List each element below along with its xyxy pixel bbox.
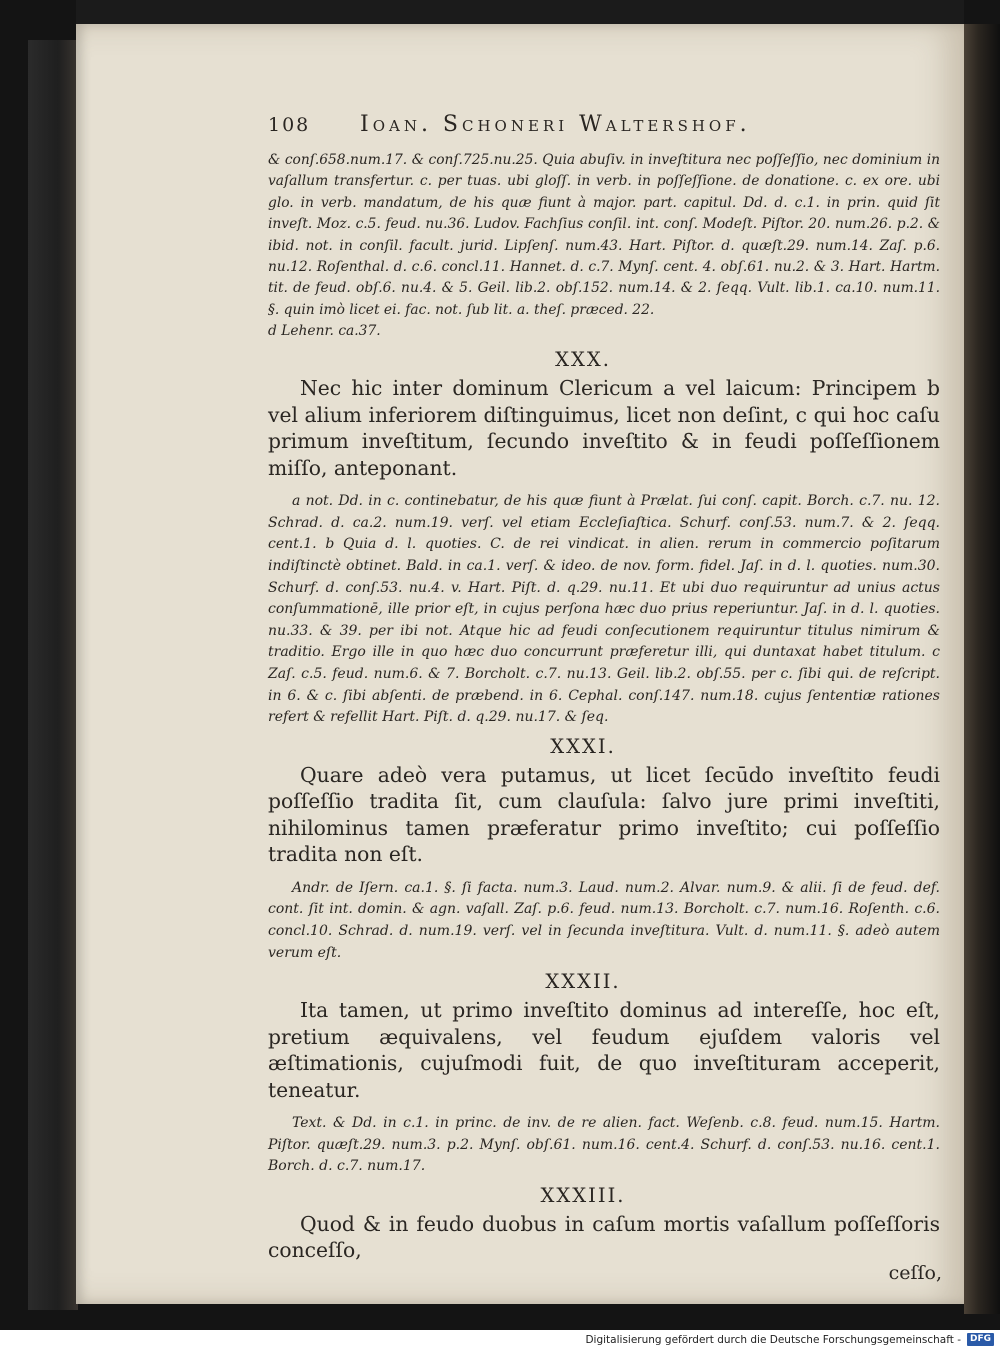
thesis-number: XXXII.	[545, 970, 621, 994]
book-right-edge	[964, 24, 1000, 1314]
book-left-edge	[28, 40, 78, 1310]
thesis-footnote: Andr. de Iſern. ca.1. §. ſi facta. num.3. Laud. num.2. Alvar. num.9. & alii. ſi de feud. def. cont. ſit int. domin. & agn. vaſall. Zaſ. p.6. feud. num.13. Borcholt. c.7. num.16. Roſenth. c.6. concl.10. Schrad. d. num.19. verſ. vel in ſecunda inveſtitura. Vult. d. num.11. §. adeò autem verum eſt.	[268, 879, 940, 961]
thesis-footnote: a not. Dd. in c. continebatur, de his quæ fiunt à Prælat. ſui conſ. capit. Borch. c.7. nu. 12. Schrad. d. ca.2. num.19. verſ. vel etiam Eccleſiaſtica. Schurf. conſ.53. num.7. & 2. ſeqq. cent.1. b Quia d. l. quoties. C. de rei vindicat. in alien. rerum in commercio poſitarum indiſtinctè obtinet. Bald. in ca.1. verſ. & ideo. de nov. form. fidel. Jaſ. in d. l. quoties. num.30. Schurf. d. conſ.53. nu.4. v. Hart. Piſt. d. q.29. nu.11. Et ubi duo requiruntur ad unius actus conſummationē, ille prior eſt, in cujus perſona hæc duo prius reperiuntur. Jaſ. in d. l. quoties. nu.33. & 39. per ibi not. Atque hic ad feudi conſecutionem requiruntur titulus nimirum & traditio. Ergo ille in quo hæc duo concurrunt præferetur illi, qui duntaxat habet titulum. c Zaſ. c.5. feud. num.6. & 7. Borcholt. c.7. nu.13. Geil. lib.2. obſ.55. per c. ſibi qui. de reſcript. in 6. & c. ſibi abſenti. de præbend. in 6. Cephal. conſ.147. num.18. cujus ſententiæ rationes refert & refellit Hart. Piſt. d. q.29. nu.17. & ſeq.	[268, 493, 940, 726]
thesis-xxx	[268, 348, 958, 729]
continued-footnote-end: d Lehenr. ca.37.	[268, 323, 381, 340]
thesis-text: Quare adeò vera putamus, ut licet ſecūdo inveſtito feudi poſſeſſio tradita ſit, cum clauſula: ſalvo jure primi inveſtiti, nihilominus tamen præferatur primo inveſtito; cui poſſeſſio tradita non eſt.	[268, 762, 940, 867]
scan-top-margin	[76, 0, 964, 24]
running-head: Ioan. Schoneri Waltershof.	[360, 112, 751, 137]
thesis-xxxii	[268, 970, 958, 1178]
thesis-number: XXXI.	[550, 734, 616, 758]
thesis-footnote: Text. & Dd. in c.1. in princ. de inv. de re alien. fact. Weſenb. c.8. feud. num.15. Hartm. Piſtor. quæſt.29. num.3. p.2. Mynſ. obſ.61. num.16. cent.4. Schurf. d. conſ.53. nu.16. cent.1. Borch. d. c.7. num.17.	[268, 1115, 940, 1175]
thesis-number: XXXIII.	[540, 1183, 626, 1207]
catchword: ceſſo,	[888, 1261, 942, 1284]
digitization-footer	[0, 1330, 1000, 1349]
page-header	[268, 112, 958, 150]
page-content	[268, 112, 958, 1284]
dfg-logo-icon: DFG	[967, 1333, 994, 1346]
continued-footnote: & conſ.658.num.17. & conſ.725.nu.25. Quia abuſiv. in inveſtitura nec poſſeſſio, nec dominium in vaſallum transfertur. c. per tuas. ubi gloſſ. in verb. in poſſeſſione. de donatione. c. ex ore. ubi glo. in verb. mandatum, de his quæ fiunt à major. part. capitul. Dd. d. c.1. in prin. quid ſit inveſt. Moz. c.5. feud. nu.36. Ludov. Fachſius conſil. int. conſ. Modeſt. Piſtor. 20. num.26. p.2. & ibid. not. in conſil. facult. jurid. Lipſenſ. num.43. Hart. Piſtor. d. quæſt.29. num.14. Zaſ. p.6. nu.12. Roſenthal. d. c.6. concl.11. Hannet. d. c.7. Mynſ. cent. 4. obſ.61. nu.2. & 3. Hart. Hartm. tit. de feud. obſ.6. nu.4. & 5. Geil. lib.2. obſ.152. num.14. & 2. ſeqq. Vult. lib.1. ca.10. num.11. §. quin imò licet ei. fac. not. ſub lit. a. theſ. præced. 22.	[268, 152, 940, 318]
thesis-xxxi	[268, 735, 958, 964]
thesis-number: XXX.	[555, 348, 611, 372]
thesis-text: Nec hic inter dominum Clericum a vel laicum: Principem b vel alium inferiorem diſtinguimus, licet non deſint, c qui hoc caſu primum inveſtitum, ſecundo inveſtito & in feudi poſſeſſionem miſſo, anteponant.	[268, 376, 940, 480]
page-number: 108	[268, 114, 311, 136]
thesis-text: Quod & in feudo duobus in caſum mortis vaſallum poſſeſſoris conceſſo,	[268, 1211, 940, 1263]
thesis-xxxiii	[268, 1184, 958, 1284]
funding-credit: Digitalisierung gefördert durch die Deutsche Forschungsgemeinschaft -	[585, 1333, 961, 1346]
thesis-text: Ita tamen, ut primo inveſtito dominus ad intereſſe, hoc eſt, pretium æquivalens, vel feudum ejuſdem valoris vel æſtimationis, cujuſmodi fuit, de quo inveſtituram acceperit, teneatur.	[268, 998, 940, 1102]
